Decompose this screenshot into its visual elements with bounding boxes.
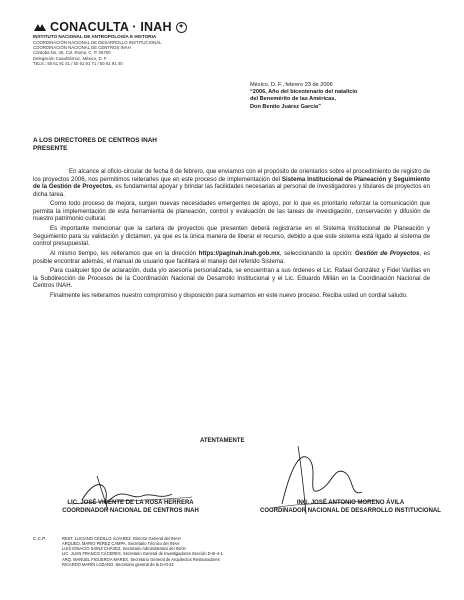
motto-line: Don Benito Juárez García” [250,103,321,110]
body-text: , es fundamental apoyar y brindar las facilidades necesarias al personal de investigadores y titulares de proyectos en dicha tarea. [33,183,430,198]
body-text: , es posible encontrar además, el manual de usuario que facilitará el manejo del referido Sistema. [33,250,431,265]
body-paragraph: Como todo proceso de mejora, surgen nuevas necesidades emergentes de apoyo, por lo que es prioritario reforzar la comunicación que permita la implementación de esta herramienta de planeación, control y evaluación de las tareas de investigación, conservación y difusión de nuestro patrimonio cultural. [33,200,430,223]
signer-name: ING. JOSÉ ANTONIO MORENO ÁVILA [296,500,405,506]
motto-line: “2006, Año del bicentenario del natalicio [250,89,358,96]
conaculta-inah-logo [33,20,187,34]
institution-name: INSTITUTO NACIONAL DE ANTROPOLOGÍA E HISTORIA [33,34,157,39]
recipient-block [33,137,157,153]
ccp-line: REST. LUCIANO CEDILLO ÁLVAREZ. Director General del INAH [62,536,181,541]
body-paragraph [33,168,430,198]
body-paragraph: Para cualquier tipo de aclaración, duda y/o asesoría personalizada, se encuentran a sus órdenes el Lic. Rafael González y Fidel Varillas en la Subdirección de Procesos de la Coordinación Nacional de Desarrollo Institucional y el Lic. Eduardo Millán en la Coordinación Nacional de Centros INAH. [33,267,430,290]
address-line: Delegación Cuauhtémoc, México, D. F. [33,55,108,61]
letterhead-address [33,40,162,66]
body-text: En alcance al oficio-circular de fecha 8 de febrero, que enviamos con el propósito de orientarlos sobre el procedimiento de registro de los proyectos 2006, nos permitimos reiterarles que en este proceso de implementación del [33,168,430,183]
closing: ATENTAMENTE [200,438,245,444]
place-date: México, D. F., febrero 23 de 2006 [250,82,333,88]
ccp-line: LIC. JUAN FRANCO CÁCERES. Secretario General de Investigadores Sección D-III-4-1 [62,551,223,557]
motto-line: del Benemérito de las Américas, [250,96,336,103]
signer-left [28,500,233,515]
body-text: Al mismo tiempo, les reiteramos que en la dirección [50,250,199,258]
system-name: Sistema Institucional de Planeación y Seguimiento de la Gestión de Proyectos [33,175,430,191]
body-paragraph: Finalmente les reiteramos nuestro compromiso y disposición para sumarnos en este nuevo proceso. Reciba usted un cordial saludo. [50,292,408,300]
signer-right [248,500,453,515]
menu-option-name: Gestión de Proyectos [355,250,420,258]
system-url-link[interactable]: https://paginah.inah.gob.mx [198,250,280,258]
body-paragraph [33,250,430,265]
ccp-line: ARQUEO. MARIO PÉREZ CAMPA. Secretario Técnico del INAH [62,541,180,547]
ccp-line: LUIS IGNACIO SÁINZ CHÁVEZ. Secretario Administrativo del INAH [62,546,186,552]
address-line: COORDINACIÓN NACIONAL DE DESARROLLO INSTITUCIONAL [33,40,162,45]
ccp-list [62,536,223,567]
signer-title: COORDINADOR NACIONAL DE DESARROLLO INSTITUCIONAL [260,507,441,514]
ccp-label: C.C.P. [33,536,46,541]
letter-body [33,168,430,302]
conaculta-logo-mark-icon [33,22,47,33]
recipient-line: A LOS DIRECTORES DE CENTROS INAH [33,137,157,144]
inah-seal-icon: ✦ [176,22,187,33]
address-line: Córdoba No. 45, Col. Roma, C. P. 06700 [33,50,111,56]
signer-name: LIC. JOSÉ VICENTE DE LA ROSA HERRERA [67,500,194,506]
address-line: TELS.: 50 61 91 41 / 50 61 91 71 / 50 61 91 40 [33,60,123,66]
date-block [250,82,357,111]
address-line: COORDINACIÓN NACIONAL DE CENTROS INAH [33,45,131,51]
body-paragraph: Es importante mencionar que la cartera de proyectos que presenten deberá registrarse en el Sistema Institucional de Planeación y Seguimiento para su validación y dictamen, ya que es la única manera de liberar el recurso, debido a que este sistema está ligado al sistema de control presupuestal. [33,225,430,248]
recipient-salutation: PRESENTE [33,145,68,153]
body-text: , seleccionando la opción: [279,250,356,258]
ccp-line: ARQ. MANUEL FIGUEROA MARES. Secretario General de Arquitectos Restauradores [62,556,220,562]
signer-title: COORDINADOR NACIONAL DE CENTROS INAH [62,507,199,514]
logo-text: CONACULTA · INAH [50,20,172,34]
ccp-line: RICARDO MARÍN LOZANO. Secretario general de la D-III-24 [62,561,174,567]
